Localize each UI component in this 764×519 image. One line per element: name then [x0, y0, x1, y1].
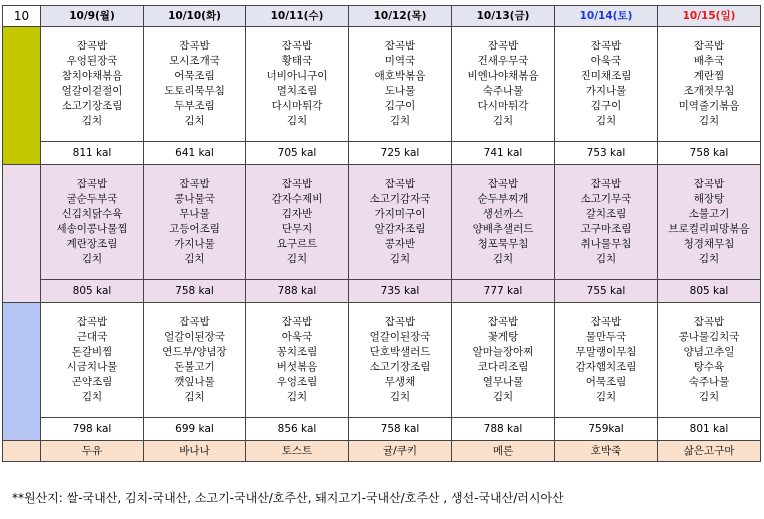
dish-item: 소불고기: [688, 208, 730, 220]
lunch-kcal: 777 kal: [452, 280, 555, 303]
dish-item: 청포묵무침: [477, 238, 529, 250]
dish-item: 잡곡밥: [590, 40, 622, 52]
dish-item: 깻잎나물: [174, 376, 215, 388]
breakfast-kcal: 741 kal: [452, 142, 555, 165]
dish-item: 잡곡밥: [281, 40, 313, 52]
dish-item: 갈치조림: [585, 208, 627, 220]
dish-item: 양념고추일: [683, 346, 735, 358]
dish-item: 건새우무국: [477, 55, 529, 67]
dish-item: 고등어조림: [169, 223, 220, 235]
dish-item: 조개젓무침: [683, 85, 735, 97]
snack-cell: 두유: [41, 441, 144, 462]
breakfast-cell: [349, 27, 452, 142]
breakfast-cell: [144, 27, 246, 142]
snack-row: [3, 441, 761, 462]
snack-cell: 호박죽: [555, 441, 658, 462]
dish-item: 무생채: [384, 376, 416, 388]
dish-item: 잡곡밥: [76, 40, 108, 52]
dish-item: 해장탕: [693, 193, 725, 205]
dish-item: 황태국: [281, 55, 313, 67]
dinner-cell: [555, 303, 658, 418]
dish-item: 비엔나야채볶음: [467, 70, 539, 82]
dinner-kcal-row: [3, 418, 761, 441]
dish-item: 멸치조림: [276, 85, 318, 97]
dish-item: 꽃게탕: [487, 331, 519, 343]
dish-item: 도나물: [384, 85, 416, 97]
dish-item: 잡곡밥: [487, 316, 519, 328]
breakfast-cell: [658, 27, 761, 142]
dish-item: 양배추샐러드: [472, 223, 534, 235]
dish-item: 잡곡밥: [384, 316, 416, 328]
dish-item: 신김치닭수육: [61, 208, 123, 220]
lunch-kcal: 805 kal: [41, 280, 144, 303]
breakfast-kcal: 758 kal: [658, 142, 761, 165]
dish-item: 청경채무침: [683, 238, 735, 250]
dish-item: 돈불고기: [174, 361, 215, 373]
dish-item: 잡곡밥: [76, 178, 108, 190]
dish-item: 김치: [698, 253, 720, 265]
dish-item: 취나물무침: [580, 238, 632, 250]
dish-item: 잡곡밥: [76, 316, 108, 328]
dinner-kcal: 856 kal: [246, 418, 349, 441]
dish-item: 김치: [595, 253, 617, 265]
dish-item: 김치: [184, 391, 205, 403]
lunch-kcal: 755 kal: [555, 280, 658, 303]
day-header-fri: 10/13(금): [452, 6, 555, 27]
breakfast-kcal-row: [3, 142, 761, 165]
dish-item: 잡곡밥: [487, 40, 519, 52]
breakfast-dishes-row: [3, 27, 761, 142]
dish-item: 잡곡밥: [693, 178, 725, 190]
dish-item: 김치: [389, 253, 411, 265]
dish-item: 콩나물국: [174, 193, 215, 205]
dish-item: 소고기장조림: [61, 100, 123, 112]
dish-item: 소고기감자국: [369, 193, 431, 205]
dish-item: 김치: [492, 253, 514, 265]
dish-item: 숙주나물: [482, 85, 524, 97]
dish-item: 무나물: [179, 208, 210, 220]
dish-item: 감자햄치조림: [575, 361, 637, 373]
snack-cell: 바나나: [144, 441, 246, 462]
dinner-color-swatch: [3, 303, 41, 441]
dish-item: 감자수제비: [271, 193, 323, 205]
breakfast-kcal: 811 kal: [41, 142, 144, 165]
dish-item: 김치: [492, 391, 514, 403]
dish-item: 잡곡밥: [384, 178, 416, 190]
lunch-color-swatch: [3, 165, 41, 303]
dish-item: 시금치나물: [66, 361, 118, 373]
dish-item: 잡곡밥: [693, 40, 725, 52]
dish-item: 무말랭이무침: [575, 346, 637, 358]
dinner-cell: [349, 303, 452, 418]
dish-item: 잡곡밥: [384, 40, 416, 52]
dish-item: 김치: [595, 115, 617, 127]
dish-item: 브로컬리피망볶음: [668, 223, 750, 235]
dish-item: 잡곡밥: [487, 178, 519, 190]
breakfast-kcal: 705 kal: [246, 142, 349, 165]
dish-item: 김치: [81, 115, 103, 127]
dish-item: 소고기장조림: [369, 361, 431, 373]
dish-item: 생선까스: [482, 208, 524, 220]
dish-item: 김치: [492, 115, 514, 127]
dish-item: 아욱국: [590, 55, 622, 67]
breakfast-kcal: 641 kal: [144, 142, 246, 165]
snack-cell: 메론: [452, 441, 555, 462]
dish-item: 김치: [389, 391, 411, 403]
day-header-sat: 10/14(토): [555, 6, 658, 27]
dish-item: 김자반: [281, 208, 313, 220]
dish-item: 탕수육: [693, 361, 725, 373]
dish-item: 얼갈이된장국: [164, 331, 225, 343]
dinner-cell: [658, 303, 761, 418]
dish-item: 잡곡밥: [693, 316, 725, 328]
lunch-cell: [349, 165, 452, 280]
dish-item: 어묵조림: [585, 376, 627, 388]
dish-item: 얼갈이겉절이: [61, 85, 123, 97]
snack-label-blank: [3, 441, 41, 462]
dish-item: 애호박볶음: [374, 70, 426, 82]
lunch-kcal: 758 kal: [144, 280, 246, 303]
dinner-kcal: 759kal: [555, 418, 658, 441]
snack-cell: 귤/쿠키: [349, 441, 452, 462]
dish-item: 콩자반: [384, 238, 416, 250]
dish-item: 잡곡밥: [179, 316, 210, 328]
dish-item: 너비아니구이: [266, 70, 328, 82]
breakfast-color-swatch: [3, 27, 41, 165]
dish-item: 열무나물: [482, 376, 524, 388]
dish-item: 도토리묵무침: [164, 85, 225, 97]
snack-cell: 토스트: [246, 441, 349, 462]
breakfast-cell: [555, 27, 658, 142]
dish-item: 잡곡밥: [179, 40, 210, 52]
dish-item: 김구이: [384, 100, 416, 112]
dish-item: 미역국: [384, 55, 416, 67]
lunch-cell: [41, 165, 144, 280]
dinner-dishes-row: [3, 303, 761, 418]
dish-item: 두부조림: [174, 100, 215, 112]
dish-item: 돈갈비찜: [71, 346, 113, 358]
dish-item: 곤약조림: [71, 376, 113, 388]
dish-item: 가지나물: [174, 238, 215, 250]
lunch-kcal: 788 kal: [246, 280, 349, 303]
lunch-dishes-row: [3, 165, 761, 280]
dish-item: 잡곡밥: [281, 178, 313, 190]
dinner-kcal: 798 kal: [41, 418, 144, 441]
dish-item: 계란찜: [693, 70, 725, 82]
dinner-cell: [452, 303, 555, 418]
lunch-kcal-row: [3, 280, 761, 303]
weekly-meal-table: [2, 5, 761, 462]
day-header-tue: 10/10(화): [144, 6, 246, 27]
day-header-thu: 10/12(목): [349, 6, 452, 27]
dish-item: 잡곡밥: [179, 178, 210, 190]
dish-item: 미역줄기볶음: [678, 100, 740, 112]
breakfast-cell: [41, 27, 144, 142]
dish-item: 순두부찌개: [477, 193, 529, 205]
dish-item: 콩나물김치국: [678, 331, 740, 343]
snack-cell: 삶은고구마: [658, 441, 761, 462]
dinner-kcal: 801 kal: [658, 418, 761, 441]
dish-item: 우엉된장국: [66, 55, 118, 67]
dish-item: 알마늘장아찌: [472, 346, 534, 358]
lunch-cell: [246, 165, 349, 280]
dish-item: 김치: [286, 253, 308, 265]
dinner-cell: [144, 303, 246, 418]
dish-item: 참치야채볶음: [61, 70, 123, 82]
dish-item: 버섯볶음: [276, 361, 318, 373]
dinner-kcal: 788 kal: [452, 418, 555, 441]
dish-item: 잡곡밥: [590, 316, 622, 328]
dish-item: 코다리조림: [477, 361, 529, 373]
dish-item: 김치: [184, 253, 205, 265]
dish-item: 굴순두부국: [66, 193, 118, 205]
dish-item: 세송이콩나물찜: [56, 223, 128, 235]
dish-item: 김치: [81, 391, 103, 403]
dish-item: 다시마튀각: [271, 100, 323, 112]
dinner-kcal: 699 kal: [144, 418, 246, 441]
breakfast-cell: [452, 27, 555, 142]
breakfast-kcal: 725 kal: [349, 142, 452, 165]
dish-item: 김치: [286, 391, 308, 403]
dish-item: 고구마조림: [580, 223, 632, 235]
lunch-kcal: 735 kal: [349, 280, 452, 303]
dish-item: 단무지: [281, 223, 313, 235]
dish-item: 가지나물: [585, 85, 627, 97]
dish-item: 김치: [389, 115, 411, 127]
breakfast-kcal: 753 kal: [555, 142, 658, 165]
dish-item: 진미채조림: [580, 70, 632, 82]
dish-item: 물만두국: [585, 331, 627, 343]
dish-item: 단호박샐러드: [369, 346, 431, 358]
dinner-cell: [246, 303, 349, 418]
dish-item: 잡곡밥: [281, 316, 313, 328]
breakfast-cell: [246, 27, 349, 142]
origin-note: **원산지: 쌀-국내산, 김치-국내산, 소고기-국내산/호주산, 돼지고기-국내산/호주산 , 생선-국내산/러시아산: [12, 491, 564, 505]
dish-item: 소고기무국: [580, 193, 632, 205]
day-header-wed: 10/11(수): [246, 6, 349, 27]
dish-item: 얼갈이된장국: [369, 331, 431, 343]
week-number: 10: [3, 6, 41, 27]
dish-item: 어묵조림: [174, 70, 215, 82]
header-row: [3, 6, 761, 27]
dish-item: 김치: [184, 115, 205, 127]
day-header-mon: 10/9(월): [41, 6, 144, 27]
dish-item: 근대국: [76, 331, 108, 343]
lunch-cell: [452, 165, 555, 280]
dish-item: 김구이: [590, 100, 622, 112]
dish-item: 꽁치조림: [276, 346, 318, 358]
dish-item: 요구르트: [276, 238, 318, 250]
dish-item: 가지미구이: [374, 208, 426, 220]
lunch-cell: [144, 165, 246, 280]
dish-item: 아욱국: [281, 331, 313, 343]
dinner-kcal: 758 kal: [349, 418, 452, 441]
dish-item: 김치: [698, 391, 720, 403]
day-header-sun: 10/15(일): [658, 6, 761, 27]
lunch-cell: [658, 165, 761, 280]
dish-item: 김치: [698, 115, 720, 127]
lunch-cell: [555, 165, 658, 280]
dish-item: 잡곡밥: [590, 178, 622, 190]
dish-item: 김치: [286, 115, 308, 127]
dish-item: 알감자조림: [374, 223, 426, 235]
dish-item: 우엉조림: [276, 376, 318, 388]
dish-item: 김치: [81, 253, 103, 265]
dinner-cell: [41, 303, 144, 418]
dish-item: 모시조개국: [169, 55, 220, 67]
lunch-kcal: 805 kal: [658, 280, 761, 303]
dish-item: 김치: [595, 391, 617, 403]
dish-item: 계란장조림: [66, 238, 118, 250]
dish-item: 연드부/양념장: [162, 346, 227, 358]
dish-item: 숙주나물: [688, 376, 730, 388]
dish-item: 다시마튀각: [477, 100, 529, 112]
dish-item: 배추국: [693, 55, 725, 67]
